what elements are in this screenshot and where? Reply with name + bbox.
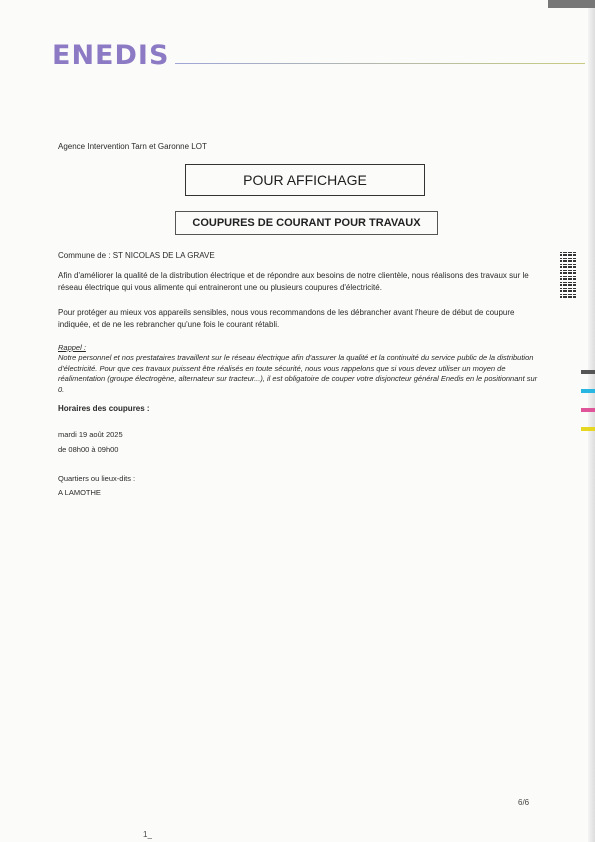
- scan-mark: 1_: [143, 830, 152, 839]
- subtitle-text: COUPURES DE COURANT POUR TRAVAUX: [192, 217, 421, 229]
- coupure-date: mardi 19 août 2025: [58, 430, 123, 439]
- rappel-label: Rappel :: [58, 343, 86, 352]
- calibration-mark-black: [581, 370, 595, 374]
- title-text: POUR AFFICHAGE: [243, 172, 367, 188]
- page-number: 6/6: [518, 798, 530, 807]
- coupure-time: de 08h00 à 09h00: [58, 445, 119, 454]
- scan-corner-mark: [548, 0, 595, 8]
- datamatrix-code: [560, 250, 576, 298]
- header-rule: [175, 63, 585, 64]
- scan-edge: [588, 0, 595, 842]
- quartiers-value: A LAMOTHE: [58, 488, 101, 497]
- quartiers-label: Quartiers ou lieux-dits :: [58, 474, 136, 483]
- horaires-label: Horaires des coupures :: [58, 404, 150, 413]
- paragraph-intro: Afin d'améliorer la qualité de la distribution électrique et de répondre aux besoins de notre clientèle, nous réalisons des travaux sur le réseau électrique qui vous alimente qui entraineront une ou plusieurs coupures d'électricité.: [58, 271, 529, 292]
- calibration-mark-magenta: [581, 408, 595, 412]
- paragraph-protect: Pour protéger au mieux vos appareils sensibles, nous vous recommandons de les débrancher avant l'heure de début de coupure indiquée, et de ne les rebrancher qu'une fois le courant rétabli.: [58, 308, 515, 329]
- calibration-mark-yellow: [581, 427, 595, 431]
- agence-name: Agence Intervention Tarn et Garonne LOT: [58, 142, 207, 151]
- subtitle-box: [175, 211, 438, 235]
- calibration-mark-cyan: [581, 389, 595, 393]
- rappel-text: Notre personnel et nos prestataires travaillent sur le réseau électrique afin d'assurer la qualité et la continuité du service public de la distribution d'électricité. Pour que ces travaux puissent être réalisés en toute sécurité, nous vous rappelons que si vous devez utiliser un moyen de réalimentation (groupe électrogène, alternateur sur tracteur...), il est obligatoire de couper votre disjoncteur général Enedis en le positionnant sur 0.: [58, 353, 538, 394]
- enedis-logo: ENEDIS: [52, 40, 170, 71]
- title-box: [185, 164, 425, 196]
- commune-line: Commune de : ST NICOLAS DE LA GRAVE: [58, 251, 215, 260]
